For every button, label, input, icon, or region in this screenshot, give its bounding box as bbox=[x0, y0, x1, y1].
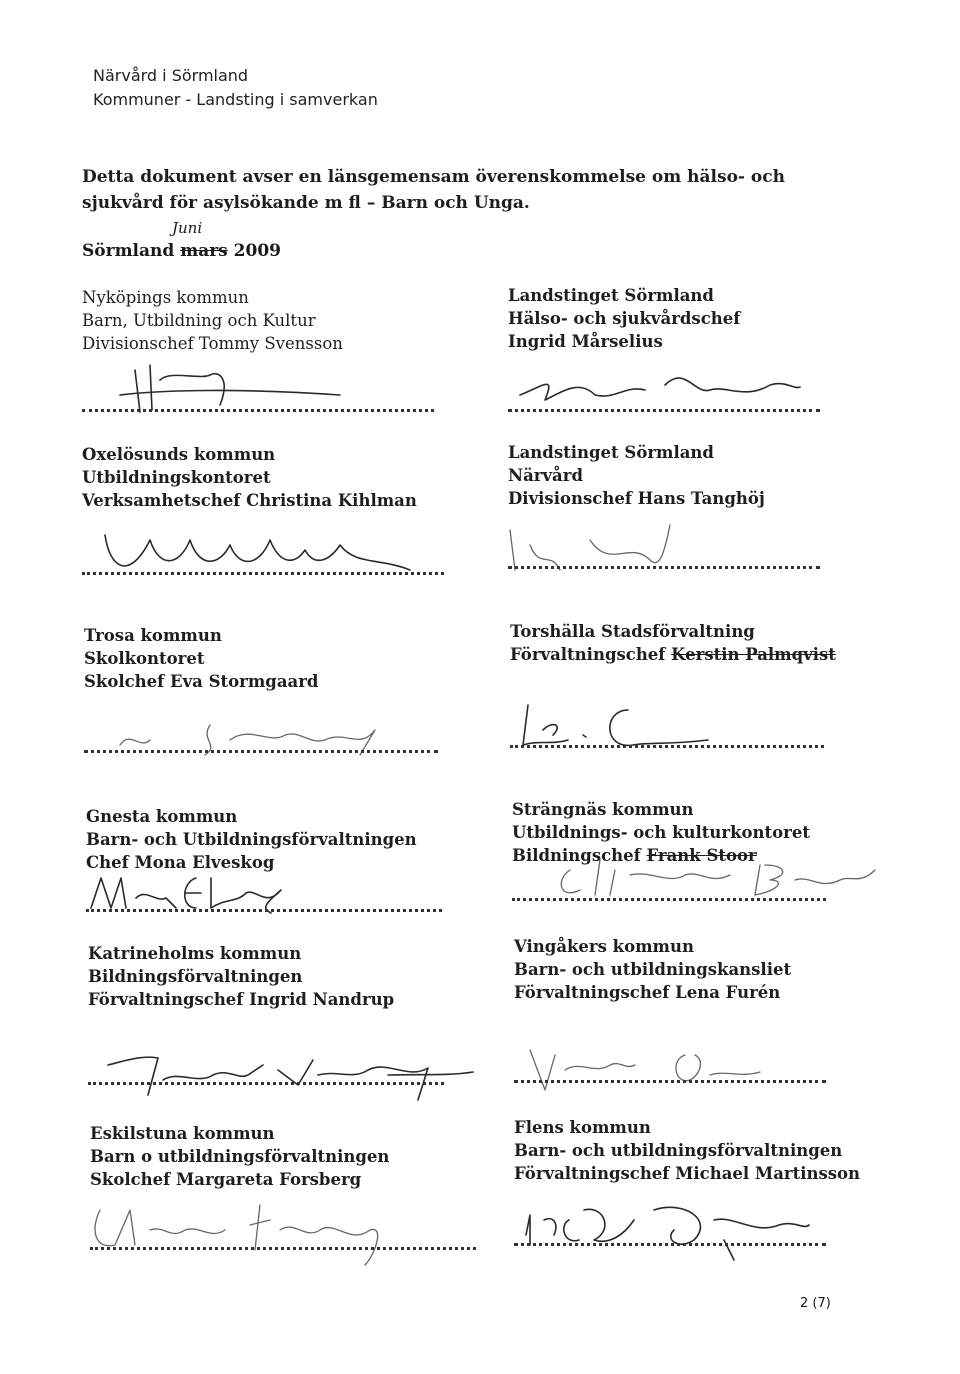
signature-line-2 bbox=[508, 409, 820, 412]
signatory-vingaker: Vingåkers kommun Barn- och utbildningskansliet Förvaltningschef Lena Furén bbox=[514, 937, 792, 1002]
signature-forsberg bbox=[90, 1190, 390, 1270]
header-line-1: Närvård i Sörmland bbox=[93, 66, 249, 85]
signature-marselius bbox=[505, 355, 805, 415]
signature-kihlman bbox=[80, 510, 420, 580]
signature-line-7 bbox=[86, 909, 442, 912]
date-place: Sörmland bbox=[82, 241, 175, 261]
signatory-katrineholm: Katrineholms kommun Bildningsförvaltningen Förvaltningschef Ingrid Nandrup bbox=[88, 944, 395, 1009]
signature-line-4 bbox=[508, 566, 820, 569]
signature-torshalla bbox=[508, 690, 708, 760]
signature-line-9 bbox=[88, 1082, 444, 1085]
signatory-strangnas: Strängnäs kommun Utbildnings- och kulturkontoret Bildningschef Frank Stoor bbox=[512, 800, 810, 865]
signatory-landstinget-halso: Landstinget Sörmland Hälso- och sjukvårdschef Ingrid Mårselius bbox=[508, 286, 741, 351]
signatory-eskilstuna: Eskilstuna kommun Barn o utbildningsförvaltningen Skolchef Margareta Forsberg bbox=[90, 1124, 390, 1189]
signature-martinsson bbox=[514, 1190, 814, 1265]
signatory-landstinget-narvard: Landstinget Sörmland Närvård Divisionschef Hans Tanghöj bbox=[508, 443, 765, 508]
page-number: 2 (7) bbox=[800, 1296, 831, 1311]
signatory-trosa: Trosa kommun Skolkontoret Skolchef Eva Stormgaard bbox=[84, 626, 319, 691]
signature-elveskog bbox=[86, 868, 286, 928]
signature-line-12 bbox=[514, 1243, 826, 1246]
signature-line-6 bbox=[510, 745, 824, 748]
signatory-oxelosund: Oxelösunds kommun Utbildningskontoret Verksamhetschef Christina Kihlman bbox=[82, 445, 417, 510]
signature-line-1 bbox=[82, 409, 434, 412]
intro-text: Detta dokument avser en länsgemensam överenskommelse om hälso- och sjukvård för asylsökande m fl – Barn och Unga. bbox=[82, 167, 785, 213]
signing-date bbox=[82, 219, 281, 261]
date-year: 2009 bbox=[233, 241, 281, 261]
signature-line-8 bbox=[512, 898, 826, 901]
date-struck-month: mars bbox=[180, 241, 228, 261]
signature-tanghoj bbox=[500, 500, 700, 590]
signature-line-5 bbox=[84, 750, 438, 753]
signature-nandrup bbox=[88, 1040, 478, 1110]
signatory-flen: Flens kommun Barn- och utbildningsförvaltningen Förvaltningschef Michael Martinsson bbox=[514, 1118, 861, 1183]
date-inserted-month: Juni bbox=[172, 219, 203, 237]
signature-line-10 bbox=[514, 1080, 826, 1083]
signatory-nykoping: Nyköpings kommun Barn, Utbildning och Kultur Divisionschef Tommy Svensson bbox=[82, 288, 343, 353]
signatory-gnesta: Gnesta kommun Barn- och Utbildningsförvaltningen Chef Mona Elveskog bbox=[86, 807, 417, 872]
signature-line-3 bbox=[82, 572, 444, 575]
signatory-torshalla: Torshälla Stadsförvaltning Förvaltningschef Kerstin Palmqvist bbox=[510, 622, 836, 664]
signature-furen bbox=[510, 1030, 810, 1100]
header-line-2: Kommuner - Landsting i samverkan bbox=[93, 90, 378, 109]
signature-line-11 bbox=[90, 1247, 476, 1250]
